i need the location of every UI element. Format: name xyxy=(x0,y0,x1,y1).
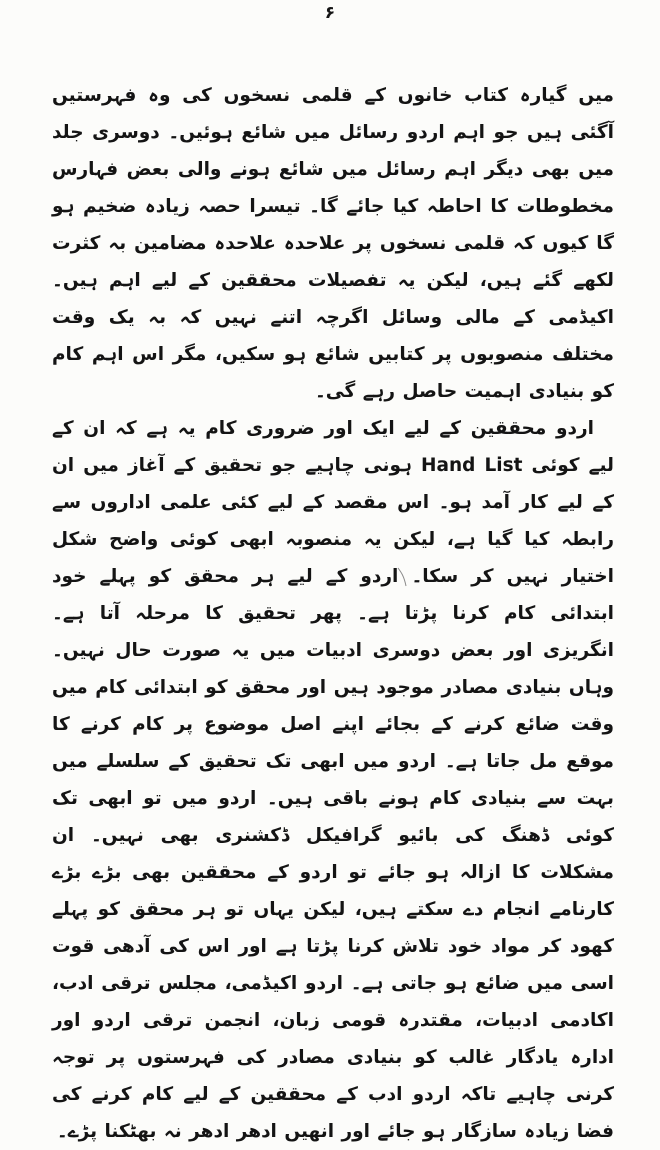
pencil-mark-icon xyxy=(395,566,409,588)
page-number: ۶ xyxy=(324,3,336,23)
paragraph-1: میں گیارہ کتاب خانوں کے قلمی نسخوں کی وہ فہرستیں آگئی ہیں جو اہم اردو رسائل میں شائع ہوئیں۔ دوسری جلد میں بھی دیگر اہم رسائل میں شائع ہونے والی بعض فہارس مخطوطات کا احاطہ کیا جائے گا۔ تیسرا حصہ زیادہ ضخیم ہو گا کیوں کہ قلمی نسخوں پر علاحدہ علاحدہ مضامین بہ کثرت لکھے گئے ہیں، لیکن یہ تفصیلات محققین کے لیے اہم ہیں۔ اکیڈمی کے مالی وسائل اگرچہ اتنے نہیں کہ بہ یک وقت مختلف منصوبوں پر کتابیں شائع ہو سکیں، مگر اس اہم کام کو بنیادی اہمیت حاصل رہے گی۔ xyxy=(52,85,614,402)
paragraph-2: اردو محققین کے لیے ایک اور ضروری کام یہ ہے کہ ان کے لیے کوئی Hand List ہونی چاہیے جو تحقیق کے آغاز میں ان کے لیے کار آمد ہو۔ اس مقصد کے لیے کئی علمی اداروں سے رابطہ کیا گیا ہے، لیکن یہ منصوبہ ابھی کوئی واضح شکل اختیار نہیں کر سکا۔ اردو کے لیے ہر محقق کو پہلے خود ابتدائی کام کرنا پڑتا ہے۔ پھر تحقیق کا مرحلہ آتا ہے۔ انگریزی اور بعض دوسری ادبیات میں یہ صورت حال نہیں۔ وہاں بنیادی مصادر موجود ہیں اور محقق کو ابتدائی کام میں وقت ضائع کرنے کے بجائے اپنے اصل موضوع پر کام کرنے کا موقع مل جاتا ہے۔ اردو میں ابھی تک تحقیق کے سلسلے میں بہت سے بنیادی کام ہونے باقی ہیں۔ اردو میں تو ابھی تک کوئی ڈھنگ کی بائیو گرافیکل ڈکشنری بھی نہیں۔ ان مشکلات کا ازالہ ہو جائے تو اردو کے محققین بھی بڑے بڑے کارنامے انجام دے سکتے ہیں، لیکن یہاں تو ہر محقق کو پہلے کھود کر مواد خود تلاش کرنا پڑتا ہے اور اس کی آدھی قوت اسی میں ضائع ہو جاتی ہے۔ اردو اکیڈمی، مجلس ترقی ادب، اکادمی ادبیات، مقتدرہ قومی زبان، انجمن ترقی اردو اور ادارہ یادگار غالب کو بنیادی مصادر کی فہرستوں پر توجہ کرنی چاہیے تاکہ اردو ادب کے محققین کے لیے کام کرنے کی فضا زیادہ سازگار ہو جائے اور انھیں ادھر ادھر نہ بھٹکنا پڑے۔ xyxy=(52,418,614,1142)
body-text xyxy=(52,77,614,1150)
